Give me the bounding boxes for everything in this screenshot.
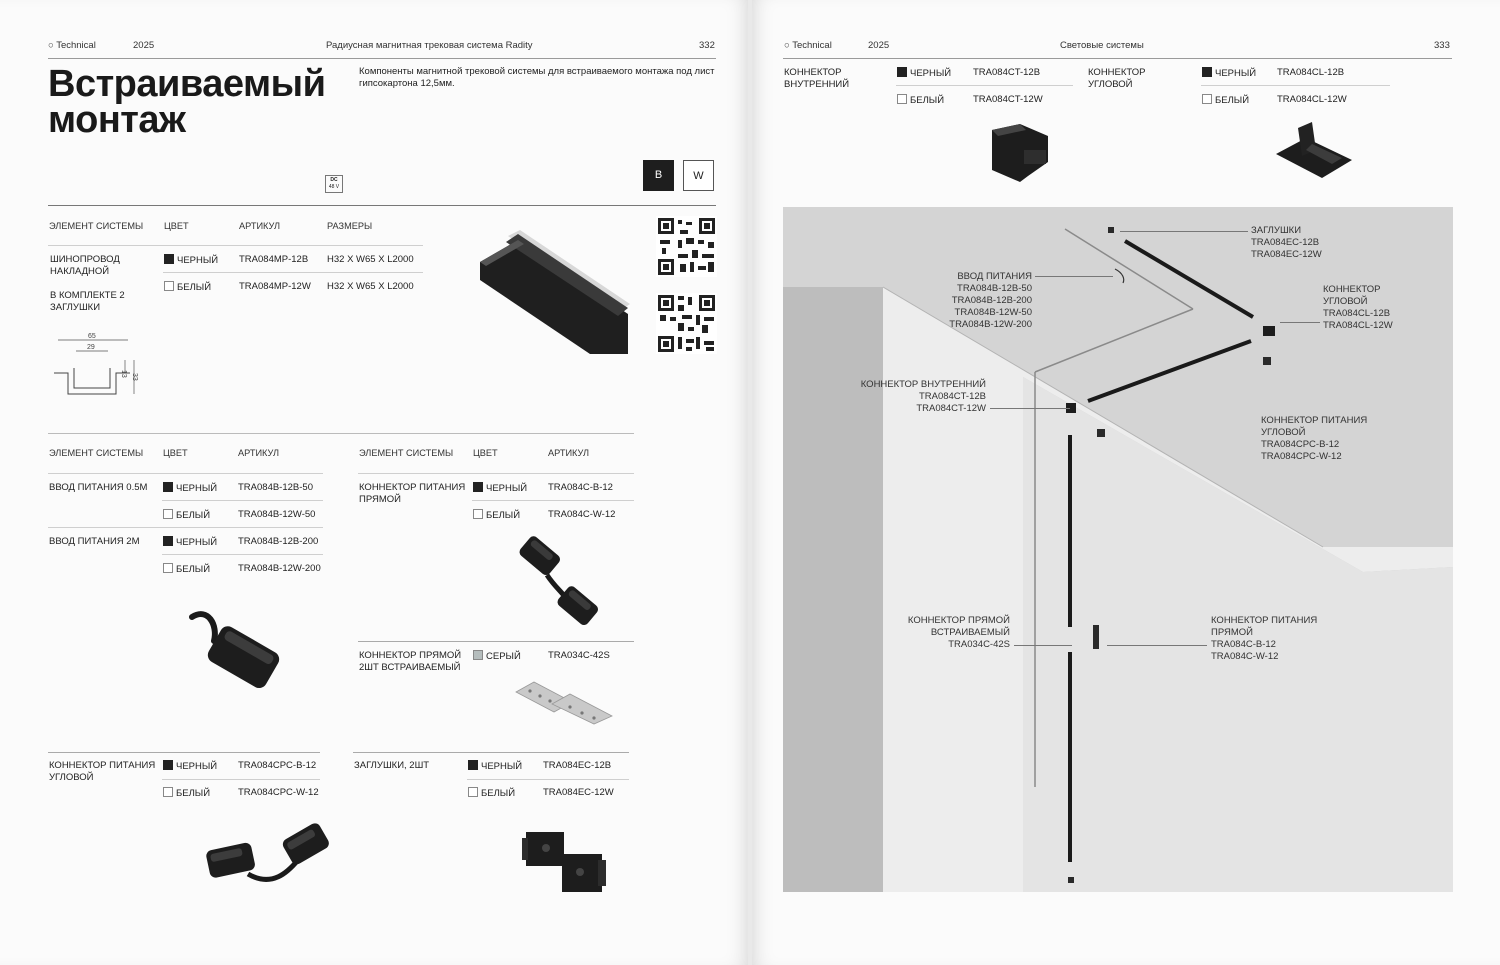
callout-text: TRA084C-B-12 — [1211, 639, 1276, 650]
power-input-image — [188, 603, 288, 693]
color-label: БЕЛЫЙ — [910, 95, 945, 106]
callout-text: ВСТРАИВАЕМЫЙ — [930, 627, 1010, 638]
header-year: 2025 — [868, 40, 890, 51]
white-swatch-icon — [897, 94, 907, 104]
dc-badge — [325, 175, 343, 193]
callout-text: КОННЕКТОР ВНУТРЕННИЙ — [860, 379, 986, 390]
col-header-color: ЦВЕТ — [473, 448, 498, 458]
col-header-element: ЭЛЕМЕНТ СИСТЕМЫ — [49, 221, 144, 231]
row-rule — [48, 527, 323, 528]
element-name: ЗАГЛУШКИ, 2ШТ — [354, 760, 430, 771]
color-label: ЧЕРНЫЙ — [1215, 68, 1257, 79]
black-swatch-icon — [163, 536, 173, 546]
callout-corner — [1323, 284, 1393, 332]
element-name: ВВОД ПИТАНИЯ 0.5М — [49, 482, 148, 493]
callout-text: ПРЯМОЙ — [1211, 627, 1253, 638]
callout-text: КОННЕКТОР ПИТАНИЯ — [1261, 415, 1368, 426]
callout-leader — [1014, 645, 1072, 646]
article-cell: TRA084CL-12W — [1277, 94, 1347, 105]
row-rule — [472, 500, 634, 501]
article-cell: TRA034C-42S — [548, 650, 610, 661]
header-year: 2025 — [133, 40, 155, 51]
col-header-element: ЭЛЕМЕНТ СИСТЕМЫ — [359, 448, 454, 458]
color-cell — [163, 509, 210, 522]
color-cell — [473, 650, 521, 663]
element-name: КОННЕКТОР ПИТАНИЯ УГЛОВОЙ — [49, 760, 156, 783]
color-cell — [473, 482, 527, 495]
white-swatch-icon — [473, 509, 483, 519]
col-header-article: АРТИКУЛ — [548, 448, 590, 458]
color-label: БЕЛЫЙ — [176, 788, 211, 799]
color-cell — [897, 67, 951, 80]
element-name: КОННЕКТОР ПРЯМОЙ 2ШТ ВСТРАИВАЕМЫЙ — [359, 650, 462, 673]
black-swatch-icon — [164, 254, 174, 264]
row-rule — [358, 473, 634, 474]
dim-h1: 13 — [120, 370, 127, 378]
color-cell — [163, 760, 217, 773]
dim-width-inner: 29 — [87, 344, 95, 351]
article-cell: TRA084B-12W-50 — [238, 509, 316, 520]
row-rule — [896, 85, 1073, 86]
element-note: В КОМПЛЕКТЕ 2 ЗАГЛУШКИ — [50, 290, 125, 313]
callout-text: TRA084CT-12B — [918, 391, 986, 402]
color-label: БЕЛЫЙ — [486, 510, 521, 521]
dim-width-total: 65 — [88, 333, 96, 340]
callout-text: TRA084B-12B-200 — [951, 295, 1032, 306]
callout-power-straight — [1211, 615, 1317, 663]
color-cell — [163, 787, 210, 800]
article-cell: TRA084EC-12W — [543, 787, 614, 798]
qr-code-icon — [656, 293, 717, 354]
article-cell: TRA084CPC-W-12 — [238, 787, 319, 798]
qr-code-icon — [656, 216, 717, 277]
col-header-article: АРТИКУЛ — [239, 221, 281, 231]
callout-text: ВВОД ПИТАНИЯ — [957, 271, 1032, 282]
section-rule — [48, 433, 634, 434]
article-cell: TRA084CL-12B — [1277, 67, 1345, 78]
left-page — [0, 0, 748, 965]
white-swatch-icon — [164, 281, 174, 291]
row-rule — [48, 752, 320, 753]
callout-text: TRA084B-12W-50 — [954, 307, 1032, 318]
color-cell — [164, 281, 211, 294]
callout-leader — [1107, 645, 1207, 646]
color-label: ЧЕРНЫЙ — [176, 483, 218, 494]
element-name: КОННЕКТОР ПИТАНИЯ ПРЯМОЙ — [359, 482, 466, 505]
color-label: БЕЛЫЙ — [1215, 95, 1250, 106]
size-cell: H32 X W65 X L2000 — [327, 281, 414, 292]
article-cell: TRA084EC-12B — [543, 760, 612, 771]
white-swatch-icon — [468, 787, 478, 797]
header-series: Радиусная магнитная трековая система Radity — [326, 40, 533, 51]
dc-badge-top: DC — [330, 177, 338, 183]
row-rule — [162, 779, 320, 780]
section-rule — [48, 205, 716, 206]
connector-internal-image — [984, 120, 1056, 186]
callout-power-input — [918, 271, 1032, 331]
power-connector-corner-image — [202, 822, 332, 892]
article-cell: TRA084C-B-12 — [548, 482, 613, 493]
power-connector-straight-image — [515, 535, 605, 625]
article-cell: TRA084MP-12B — [239, 254, 309, 265]
callout-leader — [1035, 276, 1113, 277]
page-title — [48, 63, 326, 141]
header-rule — [48, 58, 716, 59]
article-cell: TRA084B-12B-50 — [238, 482, 313, 493]
page-number: 333 — [1434, 40, 1450, 51]
track-rail-image — [478, 222, 633, 354]
right-page — [752, 0, 1500, 965]
callout-text: TRA084CPC-B-12 — [1261, 439, 1340, 450]
article-cell: TRA084CPC-B-12 — [238, 760, 317, 771]
callout-text: TRA084CL-12W — [1323, 320, 1393, 331]
header-rule — [783, 58, 1452, 59]
row-rule — [1201, 85, 1390, 86]
end-caps-image — [520, 828, 610, 904]
article-cell: TRA084CT-12B — [973, 67, 1041, 78]
callout-text: УГЛОВОЙ — [1261, 427, 1306, 438]
element-name: ШИНОПРОВОД НАКЛАДНОЙ — [50, 254, 120, 277]
col-header-color: ЦВЕТ — [164, 221, 189, 231]
callout-power-corner — [1261, 415, 1367, 463]
header-section: Световые системы — [1060, 40, 1144, 51]
white-swatch-icon — [163, 563, 173, 573]
title-line-2: монтаж — [48, 99, 186, 141]
callout-text: TRA084EC-12W — [1251, 249, 1322, 260]
callout-text: TRA084B-12B-50 — [957, 283, 1032, 294]
color-label: СЕРЫЙ — [486, 651, 521, 662]
embedded-connector-plates-image — [512, 678, 616, 726]
element-name: КОННЕКТОР ВНУТРЕННИЙ — [784, 67, 850, 90]
color-cell — [1202, 67, 1256, 80]
callout-leader — [1120, 231, 1248, 232]
row-rule — [162, 500, 323, 501]
callout-text: TRA084C-W-12 — [1211, 651, 1279, 662]
color-cell — [163, 536, 217, 549]
article-cell: TRA084MP-12W — [239, 281, 311, 292]
callout-text: КОННЕКТОР ПИТАНИЯ — [1211, 615, 1318, 626]
row-rule — [467, 779, 629, 780]
callout-text: КОННЕКТОР ПРЯМОЙ — [907, 615, 1010, 626]
color-white-button[interactable]: W — [683, 160, 714, 191]
color-cell — [897, 94, 944, 107]
profile-dimension-drawing — [48, 328, 148, 400]
color-label: ЧЕРНЫЙ — [176, 537, 218, 548]
color-cell — [468, 760, 522, 773]
size-cell: H32 X W65 X L2000 — [327, 254, 414, 265]
col-header-article: АРТИКУЛ — [238, 448, 280, 458]
black-swatch-icon — [473, 482, 483, 492]
article-cell: TRA084C-W-12 — [548, 509, 616, 520]
color-cell — [473, 509, 520, 522]
color-cell — [163, 482, 217, 495]
color-label: БЕЛЫЙ — [176, 510, 211, 521]
callout-text: УГЛОВОЙ — [1323, 296, 1368, 307]
white-swatch-icon — [163, 509, 173, 519]
callout-text: TRA084CL-12B — [1323, 308, 1391, 319]
color-label: ЧЕРНЫЙ — [481, 761, 523, 772]
white-swatch-icon — [163, 787, 173, 797]
color-cell — [468, 787, 515, 800]
callout-leader — [1280, 322, 1320, 323]
header-technical: ○ Technical — [784, 40, 832, 51]
row-rule — [353, 752, 629, 753]
color-label: БЕЛЫЙ — [481, 788, 516, 799]
callout-text: TRA084B-12W-200 — [949, 319, 1032, 330]
connector-corner-image — [1272, 120, 1356, 186]
callout-text: КОННЕКТОР — [1323, 284, 1381, 295]
col-header-color: ЦВЕТ — [163, 448, 188, 458]
row-rule — [163, 272, 423, 273]
row-rule — [48, 245, 423, 246]
description: Компоненты магнитной трековой системы для встраиваемого монтажа под лист гипсокартона 12,5мм. — [359, 66, 715, 89]
color-cell — [1202, 94, 1249, 107]
article-cell: TRA084CT-12W — [973, 94, 1043, 105]
white-swatch-icon — [1202, 94, 1212, 104]
dim-h2: 33 — [131, 373, 138, 381]
color-black-button[interactable]: B — [643, 160, 674, 191]
col-header-size: РАЗМЕРЫ — [327, 221, 373, 231]
callout-text: TRA034C-42S — [948, 639, 1010, 650]
color-label: ЧЕРНЫЙ — [486, 483, 528, 494]
article-cell: TRA084B-12W-200 — [238, 563, 321, 574]
callout-internal — [848, 379, 986, 415]
black-swatch-icon — [1202, 67, 1212, 77]
black-swatch-icon — [897, 67, 907, 77]
row-rule — [48, 473, 323, 474]
row-rule — [162, 554, 323, 555]
color-cell — [164, 254, 218, 267]
article-cell: TRA084B-12B-200 — [238, 536, 319, 547]
color-label: ЧЕРНЫЙ — [177, 255, 219, 266]
color-label: ЧЕРНЫЙ — [176, 761, 218, 772]
black-swatch-icon — [163, 760, 173, 770]
black-swatch-icon — [163, 482, 173, 492]
col-header-element: ЭЛЕМЕНТ СИСТЕМЫ — [49, 448, 144, 458]
color-label: БЕЛЫЙ — [176, 564, 211, 575]
element-name: КОННЕКТОР УГЛОВОЙ — [1088, 67, 1146, 90]
color-label: БЕЛЫЙ — [177, 282, 212, 293]
callout-text: TRA084EC-12B — [1251, 237, 1320, 248]
color-label: ЧЕРНЫЙ — [910, 68, 952, 79]
callout-straight-embedded — [892, 615, 1010, 651]
header-technical: ○ Technical — [48, 40, 96, 51]
callout-caps — [1251, 225, 1322, 261]
element-name: ВВОД ПИТАНИЯ 2М — [49, 536, 140, 547]
callout-leader — [990, 408, 1070, 409]
black-swatch-icon — [468, 760, 478, 770]
gray-swatch-icon — [473, 650, 483, 660]
page-number: 332 — [699, 40, 715, 51]
color-cell — [163, 563, 210, 576]
callout-text: TRA084CPC-W-12 — [1261, 451, 1342, 462]
title-line-1: Встраиваемый — [48, 63, 326, 105]
callout-text: ЗАГЛУШКИ — [1251, 225, 1302, 236]
dc-badge-bottom: 48 V — [328, 184, 340, 190]
callout-text: TRA084CT-12W — [916, 403, 986, 414]
row-rule — [358, 641, 634, 642]
